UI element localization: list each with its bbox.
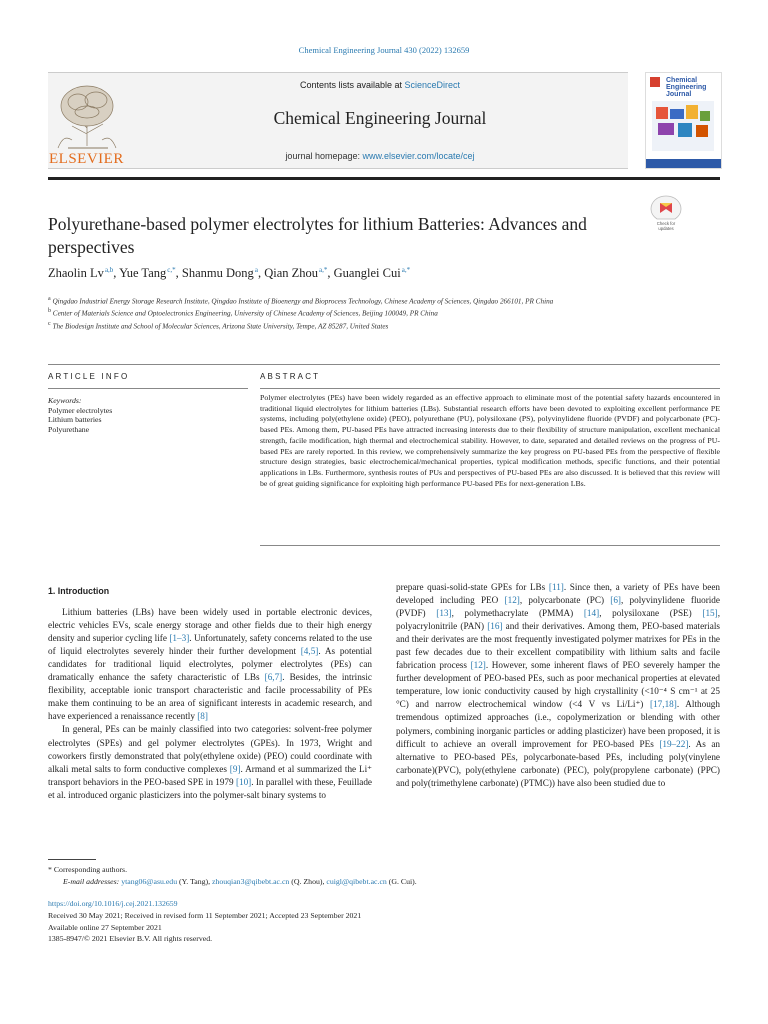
email-link[interactable]: zhouqian3@qibebt.ac.cn [212, 877, 290, 886]
author-affil-marker[interactable]: a,b [104, 266, 114, 274]
section-heading-introduction: 1. Introduction [48, 586, 110, 596]
abstract-heading: ABSTRACT [260, 372, 321, 381]
citation-link[interactable]: [16] [487, 621, 503, 632]
body-column-left [48, 585, 372, 802]
citation-link[interactable]: [11] [548, 582, 564, 592]
affiliation-item: $^a$ Qingdao Industrial Energy Storage Research Institute, Qingdao Institute of Bioenergy and Bioprocess Technology, Chinese Academy of Sciences, Qingdao 266101, PR China [48, 296, 554, 306]
author-list: Zhaolin Lv $^{a,b}$, Yue Tang $^{c,*}$, Shanmu Dong $^a$, Qian Zhou $^{a,*}$, Guanglei Cui $^{a,*}$ [48, 266, 411, 281]
email-addresses: E-mail addresses: ytang06@asu.edu (Y. Tang), zhouqian3@qibebt.ac.cn (Q. Zhou), cuigl@qibebt.ac.cn (G. Cui). [63, 877, 417, 886]
citation-link[interactable]: [14] [583, 608, 600, 619]
body-paragraph: In general, PEs can be mainly classified into two categories: solvent-free polymer electrolytes (SPEs) and gel polymer electrolytes (GPEs). In 1973, Wright and coworkers firstly demonstrated that poly(ethylene oxide) (PEO) could coordinate with alkali metal salts to form conductive complexes [9]. Armand et al summarized the Li⁺ transport behaviors in the PEO-based SPE in 1979 [10]. In parallel with these, Feuillade et al. introduced organic plasticizers into the polymer-salt binary systems to [48, 724, 372, 800]
citation-link[interactable]: [12] [470, 660, 486, 671]
author-name[interactable]: Shanmu Dong [181, 266, 254, 281]
keyword-item: Lithium batteries [48, 415, 102, 424]
author-affil-marker[interactable]: a,* [319, 266, 328, 274]
svg-text:Check for: Check for [656, 221, 676, 226]
journal-homepage [200, 151, 560, 161]
abstract-divider [260, 388, 720, 389]
journal-title: Chemical Engineering Journal [273, 108, 487, 128]
homepage-prefix: journal homepage: [285, 151, 363, 161]
keywords-divider [48, 388, 248, 389]
svg-text:updates: updates [658, 226, 674, 231]
citation-link[interactable]: [6] [610, 595, 621, 606]
citation-link[interactable]: [12] [504, 595, 520, 606]
homepage-link[interactable]: www.elsevier.com/locate/cej [362, 151, 475, 161]
sciencedirect-link[interactable]: ScienceDirect [404, 80, 461, 90]
keywords-heading: Keywords: [48, 396, 82, 405]
header-divider [48, 177, 720, 180]
footnote-divider [48, 859, 96, 860]
body-paragraph: prepare quasi-solid-state GPEs for LBs [11]. Since then, a variety of PEs have been developed including PEO [12], polycarbonate (PC) [6], polyvinylidene fluoride (PVDF) [13], polymethacrylate (PMMA) [14], polysiloxane (PSE) [15], polyacrylonitrile (PAN) [16] and their derivatives. Among them, PEO-based materials and their derivates are the most frequently investigated polymer matrixes for PEs in the past few decades due to their excellent compatibility with lithium salts and facile fabrication process [12]. However, some inherent flaws of PEO severely hamper the further development of PEO-based PEs, such as poor mechanical properties at elevated temperature, low ionic conductivity caused by high crystallinity (<10⁻⁴ S cm⁻¹ at 25 °C) and narrow electrochemical window (<4 V vs Li/Li⁺) [17,18]. Although tremendous optimized approaches (i.e., copolymerization or blending with other polymers, combining inorganic particles or adding plasticizer) have been proposed, it is difficult to achieve an overall improvement for PEO-based PEs [19–22]. As an alternative to PEO-based PEs, polycarbonate-based PEs, including poly(vinylene carbonate)(PVC), poly(ethylene carbonate) (PEC), poly(propylene carbonate) (PPC) and poly(trimethylene carbonate) (PTMC)) have also been studied due to [396, 582, 721, 788]
affiliations [48, 294, 648, 331]
section-divider [48, 364, 720, 365]
abstract-text: Polymer electrolytes (PEs) have been widely regarded as an effective approach to eliminate most of the potential safety hazards encountered in traditional liquid electrolytes for lithium batteries (LBs). Substantial research efforts have been devoted to exploiting excellent performance PE systems, including poly(ethylene oxide) (PEO), polyurethane (PU), polysiloxane (PS), polyvinylidene fluoride (PVDF) and polycarbonate (PC)-based PEs. Among them, PU-based PEs have attracted increasing interests due to their flexibility of structure manipulation, excellent mechanical strength, facile modification, high thermal and electrochemical stability. However, to date, separated and detailed reviews on the progress of PU-based PEs are rarely reported. In this review, we comprehensively summarize the key progress on PU-based PEs from the perspective of flexible structure design strategies, basic electrochemical/mechanical properties, typical modification methods, specific functions, and their potential applications in LBs. Furthermore, synthesis routes of PUs and perspectives of PU-based PEs are also discussed. It is believed that this review will be of great guiding significance for exploiting high performance PU-based PEs for next-generation LBs. [260, 393, 720, 488]
author-name[interactable]: Guanglei Cui [333, 266, 401, 281]
contents-prefix: Contents lists available at [299, 80, 405, 90]
publication-info [48, 898, 708, 945]
citation-link[interactable]: [19–22] [659, 738, 689, 749]
email-link[interactable]: ytang06@asu.edu [121, 877, 178, 886]
doi-link[interactable]: https://doi.org/10.1016/j.cej.2021.132659 [48, 899, 178, 908]
keyword-item: Polymer electrolytes [48, 405, 113, 415]
citation-link[interactable]: [9] [229, 763, 241, 774]
citation-link[interactable]: [13] [436, 608, 452, 619]
footnotes [48, 864, 708, 888]
abstract-bottom-divider [260, 545, 720, 546]
contents-line [200, 80, 560, 90]
journal-citation[interactable]: Chemical Engineering Journal 430 (2022) 132659 [298, 45, 470, 55]
corresponding-note: * Corresponding authors. [48, 865, 128, 874]
journal-cover-thumbnail[interactable] [645, 72, 722, 169]
email-link[interactable]: cuigl@qibebt.ac.cn [326, 877, 387, 886]
body-column-right [396, 581, 720, 790]
cover-title: Chemical Engineering Journal [666, 77, 707, 98]
citation-link[interactable]: [15] [702, 608, 718, 619]
author-name[interactable]: Zhaolin Lv [48, 266, 104, 281]
citation-link[interactable]: [1–3] [169, 633, 190, 644]
body-paragraph: Lithium batteries (LBs) have been widely used in portable electronic devices, electric vehicles EVs, scale energy storage and other fields due to their high energy density and superior cycling life [1–3]. Unfortunately, safety concerns related to the use of liquid electrolytes severely hinder their further development [4,5]. As potential candidates for traditional liquid electrolytes, polymer electrolytes (PEs) can dramatically enhance the safety characteristic of LBs [6,7]. Besides, the intrinsic flexibility, acceptable ionic transport characteristic and facile processability of PEs make them continuing to be an area of significant interests in academic research, and have experienced a renaissance recently [8] [48, 607, 373, 722]
author-affil-marker[interactable]: a [254, 266, 258, 274]
author-affil-marker[interactable]: c,* [167, 266, 176, 274]
article-info-heading: ARTICLE INFO [48, 372, 130, 381]
author-name[interactable]: Yue Tang [119, 266, 167, 281]
article-title: Polyurethane-based polymer electrolytes for lithium Batteries: Advances and perspectives [48, 214, 587, 257]
available-online: Available online 27 September 2021 [48, 922, 162, 932]
author-name[interactable]: Qian Zhou [264, 266, 318, 281]
citation-link[interactable]: [17,18] [650, 699, 677, 710]
elsevier-wordmark: ELSEVIER [49, 151, 124, 167]
keyword-item: Polyurethane [48, 424, 90, 434]
citation-link[interactable]: [10] [235, 776, 252, 787]
check-for-updates-icon[interactable] [646, 193, 686, 233]
citation-link[interactable]: [6,7] [264, 672, 283, 683]
author-affil-marker[interactable]: a,* [401, 266, 411, 274]
copyright-line: 1385-8947/© 2021 Elsevier B.V. All rights reserved. [48, 934, 213, 944]
keywords-block [48, 396, 248, 434]
affiliation-item: $^c$ The Biodesign Institute and School of Molecular Sciences, Arizona State University, Tempe, AZ 85287, United States [48, 320, 389, 331]
affiliation-item: $^b$ Center of Materials Science and Optoelectronics Engineering, University of Chinese Academy of Sciences, Beijing 100049, PR China [48, 308, 438, 318]
received-dates: Received 30 May 2021; Received in revised form 11 September 2021; Accepted 23 September 2021 [48, 910, 362, 920]
citation-link[interactable]: [8] [197, 711, 208, 722]
citation-link[interactable]: [4,5] [300, 646, 319, 657]
